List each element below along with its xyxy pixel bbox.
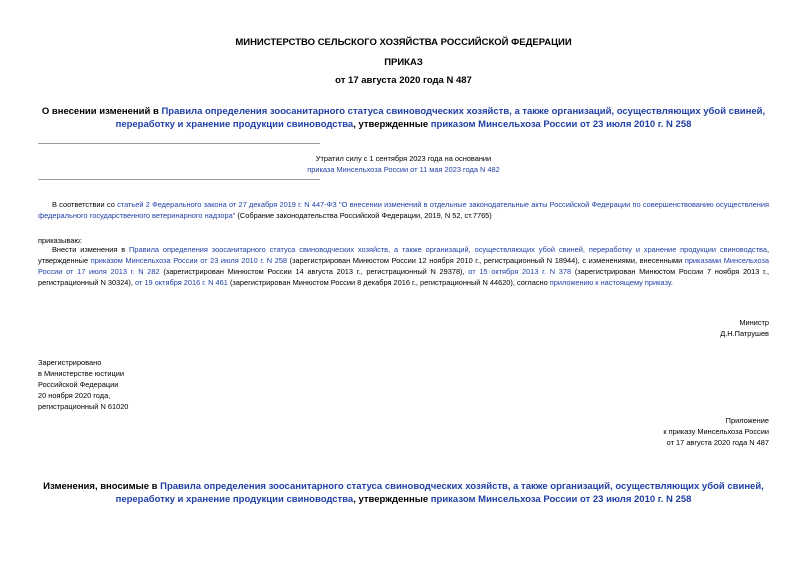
title-middle: , утвержденные	[353, 119, 431, 130]
signature-block	[720, 317, 769, 339]
preamble-law-link[interactable]: статьей 2 Федерального закона от 27 декабря 2019 г. N 447-ФЗ "О внесении изменений в отдельные законодательные акты Российской Федерации по совершенствованию осуществления федерального государственного ветеринарного надзора"	[38, 200, 769, 220]
body-text-5: (зарегистрирован Минюстом России 7 ноября 2013 г., регистрационный N 30324),	[38, 267, 769, 287]
preamble-paragraph	[38, 199, 769, 221]
body-order-378-link[interactable]: от 15 октября 2013 г. N 378	[468, 267, 572, 276]
body-paragraph	[38, 244, 769, 288]
appendix-title-order-link[interactable]: приказом Минсельхоза России от 23 июля 2010 г. N 258	[430, 494, 692, 505]
appendix-title-prefix: Изменения, вносимые в	[43, 481, 161, 492]
body-text-2: , утвержденные	[38, 245, 769, 265]
title-rules-link[interactable]: Правила определения зоосанитарного статуса свиноводческих хозяйств, а также организаций, осуществляющих убой свиней, переработку и хранение продукции свиноводства	[115, 106, 766, 130]
title-prefix: О внесении изменений в	[41, 106, 162, 117]
body-text-4: (зарегистрирован Минюстом России 14 августа 2013 г., регистрационный N 29378),	[159, 267, 469, 276]
appendix-title	[40, 480, 767, 506]
preamble-text-2: (Собрание законодательства Российской Федерации, 2019, N 52, ст.7765)	[235, 211, 492, 220]
title-order-link[interactable]: приказом Минсельхоза России от 23 июля 2010 г. N 258	[430, 119, 692, 130]
registration-line-1: Зарегистрировано	[38, 358, 102, 367]
registration-line-2: в Министерстве юстиции	[38, 369, 125, 378]
ministry-heading: МИНИСТЕРСТВО СЕЛЬСКОГО ХОЗЯЙСТВА РОССИЙСКОЙ ФЕДЕРАЦИИ	[235, 37, 572, 48]
appendix-title-middle: , утвержденные	[353, 494, 431, 505]
body-order-282-link[interactable]: приказами Минсельхоза России от 17 июля 2013 г. N 282	[38, 256, 769, 276]
lost-force-link[interactable]: приказа Минсельхоза России от 11 мая 2023 года N 482	[307, 165, 500, 174]
signature-name: Д.Н.Патрушев	[720, 329, 769, 338]
bottom-divider	[38, 179, 320, 180]
lost-force-line: Утратил силу с 1 сентября 2023 года на основании	[315, 154, 492, 163]
date-number-heading: от 17 августа 2020 года N 487	[335, 75, 472, 86]
body-text-6: (зарегистрирован Минюстом России 8 декабря 2016 г., регистрационный N 44620), согласно	[227, 278, 550, 287]
appendix-title-rules-link[interactable]: Правила определения зоосанитарного статуса свиноводческих хозяйств, а также организаций, осуществляющих убой свиней, переработку и хранение продукции свиноводства	[115, 481, 764, 505]
body-order-461-link[interactable]: от 19 октября 2016 г. N 461	[134, 278, 228, 287]
registration-line-5: регистрационный N 61020	[38, 402, 129, 411]
appendix-line-1: Приложение	[725, 416, 769, 425]
body-text-1: Внести изменения в	[52, 245, 130, 254]
body-rules-link[interactable]: Правила определения зоосанитарного статуса свиноводческих хозяйств, а также организаций, осуществляющих убой свиней, переработку и хранение продукции свиноводства	[129, 245, 767, 254]
body-text-7: .	[670, 278, 673, 287]
preamble-text-1: В соответствии со	[52, 200, 118, 209]
appendix-block	[663, 415, 769, 448]
doc-type-heading: ПРИКАЗ	[384, 57, 423, 68]
registration-line-3: Российской Федерации	[38, 380, 119, 389]
signature-position: Министр	[739, 318, 769, 327]
body-order-258-link[interactable]: приказом Минсельхоза России от 23 июля 2010 г. N 258	[90, 256, 288, 265]
registration-line-4: 20 ноября 2020 года,	[38, 391, 111, 400]
registration-block	[38, 357, 128, 412]
body-appendix-link[interactable]: приложению к настоящему приказу	[549, 278, 671, 287]
document-title	[40, 105, 767, 131]
lost-force-note	[240, 153, 567, 175]
order-word: приказываю:	[38, 236, 82, 245]
appendix-line-3: от 17 августа 2020 года N 487	[666, 438, 769, 447]
body-text-3: (зарегистрирован Минюстом России 12 ноября 2010 г., регистрационный N 18944), с изменениями, внесенными	[287, 256, 685, 265]
appendix-line-2: к приказу Минсельхоза России	[663, 427, 769, 436]
top-divider	[38, 143, 320, 144]
